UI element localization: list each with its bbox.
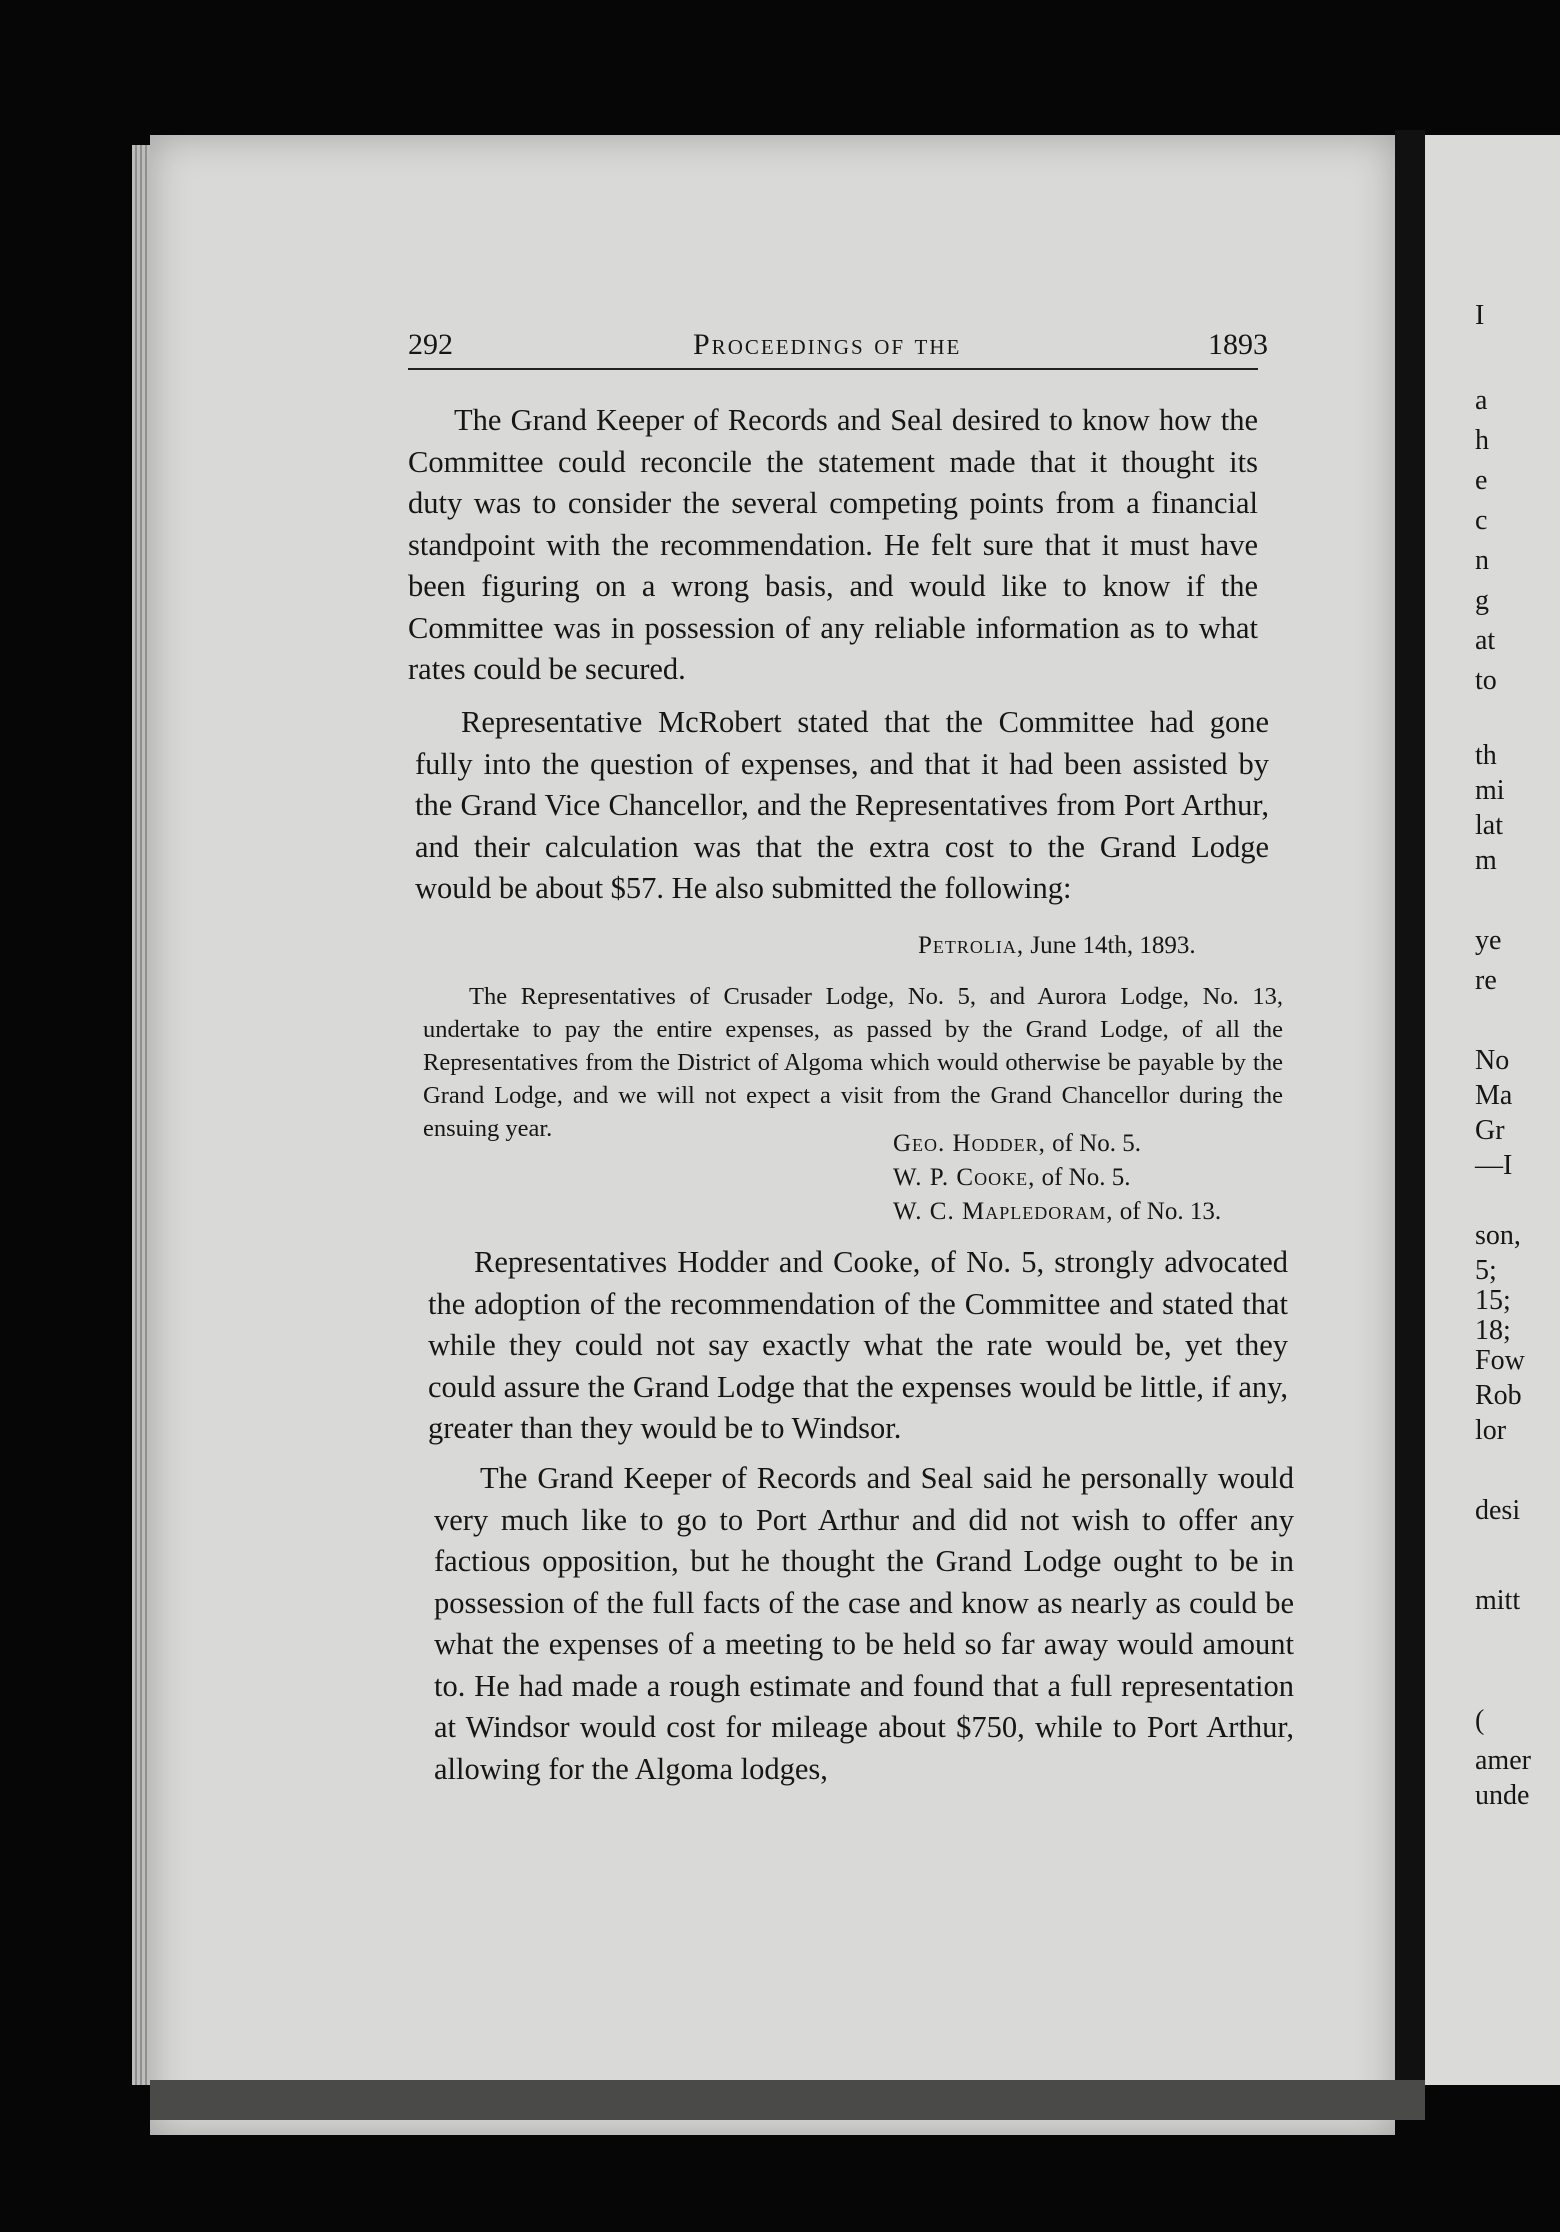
signature-lodge: of No. 5. <box>1041 1164 1131 1191</box>
facing-page-fragment: amer <box>1475 1745 1531 1776</box>
signature-lodge: of No. 13. <box>1119 1198 1222 1225</box>
facing-page-fragment: unde <box>1475 1780 1530 1811</box>
facing-page-fragment: No <box>1475 1045 1510 1076</box>
facing-page-fragment: to <box>1475 665 1497 696</box>
paragraph-3: Representatives Hodder and Cooke, of No. 5, strongly advocated the adoption of the recommendation of the Committee and stated that while they could not say exactly what the rate would be, yet they could assure the Grand Lodge that the expenses would be little, if any, greater than they would be to Windsor. <box>428 1245 1288 1445</box>
facing-page-fragment: n <box>1475 545 1489 576</box>
facing-page-fragment: th <box>1475 740 1497 771</box>
signature-name: W. C. Mapledoram, <box>893 1198 1114 1225</box>
facing-page-fragment: Fow <box>1475 1345 1525 1376</box>
signature-name: Geo. Hodder, <box>893 1130 1046 1157</box>
letter-dateline <box>918 932 1196 960</box>
facing-page-fragment: re <box>1475 965 1497 996</box>
facing-page-fragment: ye <box>1475 925 1502 956</box>
paragraph-2: Representative McRobert stated that the Committee had gone fully into the question of expenses, and that it had been assisted by the Grand Vice Chancellor, and the Representatives from Port Arthur, and their calculation was that the extra cost to the Grand Lodge would be about $57. He also submitted the following: <box>415 705 1269 905</box>
paragraph-4: The Grand Keeper of Records and Seal said he personally would very much like to go to Port Arthur and did not wish to offer any factious opposition, but he thought the Grand Lodge ought to be in possession of the full facts of the case and know as nearly as could be what the expenses of a meeting to be held so far away would amount to. He had made a rough estimate and found that a full representation at Windsor would cost for mileage about $750, while to Port Arthur, allowing for the Algoma lodges, <box>434 1461 1294 1786</box>
signature-name: W. P. Cooke, <box>893 1164 1036 1191</box>
facing-page-fragment: Gr <box>1475 1115 1505 1146</box>
facing-page-fragment: lor <box>1475 1415 1507 1446</box>
facing-page-fragment: —I <box>1475 1150 1513 1181</box>
facing-page-fragment: 15; <box>1475 1285 1511 1316</box>
letter-place: Petrolia, <box>918 932 1025 959</box>
facing-page-fragment: m <box>1475 845 1497 876</box>
header-year: 1893 <box>1208 328 1268 361</box>
facing-page-fragment: 5; <box>1475 1255 1497 1286</box>
facing-page-fragment: lat <box>1475 810 1503 841</box>
facing-page-fragment: I <box>1475 300 1485 331</box>
facing-page-fragment: desi <box>1475 1495 1521 1526</box>
facing-page-fragment: Ma <box>1475 1080 1513 1111</box>
letter-body: The Representatives of Crusader Lodge, No. 5, and Aurora Lodge, No. 13, undertake to pay the entire expenses, as passed by the Grand Lodge, of all the Representatives from the District of Algoma which would otherwise be payable by the Grand Lodge, and we will not expect a visit from the Grand Chancellor during the ensuing year. <box>423 983 1283 1142</box>
page-number: 292 <box>408 328 453 361</box>
page-bottom-shadow <box>150 2080 1425 2120</box>
facing-page-fragment: Rob <box>1475 1380 1522 1411</box>
facing-page-fragment: son, <box>1475 1220 1521 1251</box>
facing-page-fragment: a <box>1475 385 1488 416</box>
signature-lodge: of No. 5. <box>1052 1130 1141 1157</box>
signature-3 <box>893 1198 1221 1226</box>
facing-page-fragment: mitt <box>1475 1585 1521 1616</box>
facing-page-fragment: g <box>1475 585 1489 616</box>
facing-page-fragment: h <box>1475 425 1489 456</box>
paragraph-1: The Grand Keeper of Records and Seal desired to know how the Committee could reconcile the statement made that it thought its duty was to consider the several competing points from a financial standpoint with the recommendation. He felt sure that it must have been figuring on a wrong basis, and would like to know if the Committee was in possession of any reliable information as to what rates could be secured. <box>408 403 1258 686</box>
facing-page-fragment: at <box>1475 625 1496 656</box>
facing-page-fragment: 18; <box>1475 1315 1511 1346</box>
facing-page-fragment: ( <box>1475 1705 1485 1736</box>
facing-page-fragment: mi <box>1475 775 1505 806</box>
letter-date: June 14th, 1893. <box>1030 932 1196 959</box>
facing-page-fragment: e <box>1475 465 1488 496</box>
signature-2 <box>893 1164 1131 1192</box>
signature-1 <box>893 1130 1141 1158</box>
running-title: Proceedings of the <box>693 328 962 361</box>
book-gutter <box>1395 130 1425 2090</box>
facing-page-fragment: c <box>1475 505 1488 536</box>
running-head <box>408 328 1268 370</box>
